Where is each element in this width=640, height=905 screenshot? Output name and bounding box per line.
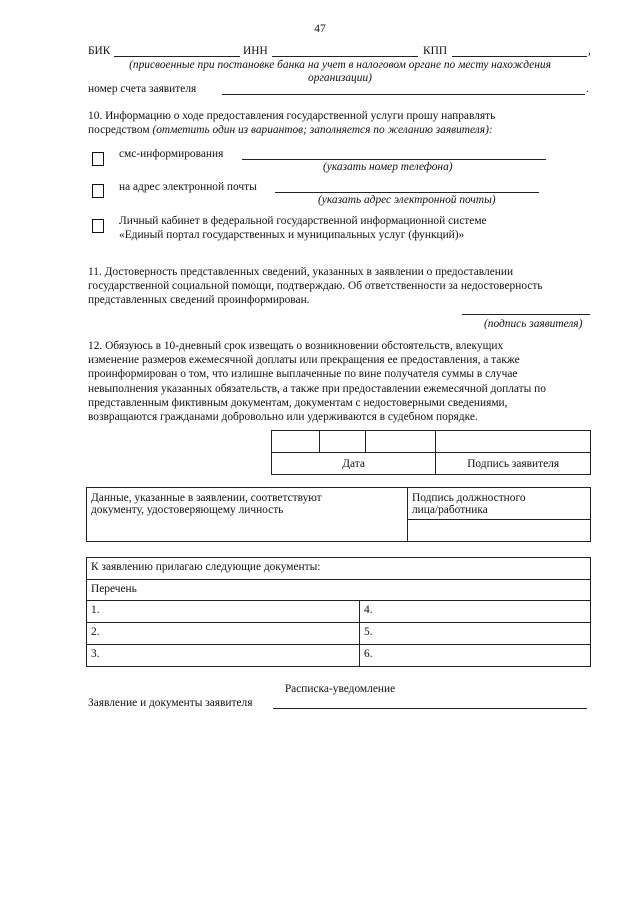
- sms-checkbox[interactable]: [92, 152, 104, 166]
- section12-line6: возвращаются гражданами добровольно или удерживаются в судебном порядке.: [88, 411, 478, 424]
- official-signature-line2: лица/работника: [412, 504, 488, 516]
- bank-note-line1: (присвоенные при постановке банка на учет в налоговом органе по месту нахождения: [129, 59, 551, 71]
- bik-field[interactable]: [114, 56, 240, 57]
- official-signature-label-cell: [408, 488, 591, 520]
- phone-field[interactable]: [242, 159, 546, 160]
- phone-hint: (указать номер телефона): [323, 161, 453, 173]
- date-year-cell[interactable]: [366, 431, 436, 453]
- section12-line3: проинформирован о том, что излишне выплаченные по вине получателя суммы в случае: [88, 368, 518, 381]
- official-signature-cell[interactable]: [408, 520, 591, 542]
- email-option-label: на адрес электронной почты: [119, 181, 257, 193]
- applicant-signature-cell[interactable]: [436, 431, 591, 453]
- section11-line1: 11. Достоверность представленных сведений, указанных в заявлении о предоставлении: [88, 266, 514, 278]
- document-item-6[interactable]: 6.: [360, 645, 591, 667]
- verification-statement-cell: [87, 488, 408, 542]
- documents-list-label: Перечень: [87, 580, 591, 601]
- document-item-4[interactable]: 4.: [360, 601, 591, 623]
- receipt-label: Заявление и документы заявителя: [88, 697, 253, 709]
- section11-line3: представленных сведений проинформирован.: [88, 294, 310, 306]
- document-item-1[interactable]: 1.: [87, 601, 360, 623]
- account-field[interactable]: [222, 94, 585, 95]
- kpp-field[interactable]: [452, 56, 587, 57]
- section10-line1: 10. Информацию о ходе предоставления государственной услуги прошу направлять: [88, 110, 496, 122]
- applicant-signature-label: Подпись заявителя: [436, 453, 591, 475]
- verification-line2: документу, удостоверяющему личность: [91, 504, 284, 516]
- receipt-field[interactable]: [273, 708, 587, 709]
- account-end: .: [586, 83, 589, 95]
- section11-line2: государственной социальной помощи, подтверждаю. Об ответственности за недостоверность: [88, 280, 543, 292]
- verification-table: [86, 487, 591, 542]
- date-signature-table: [271, 430, 591, 475]
- date-month-cell[interactable]: [319, 431, 366, 453]
- date-day-cell[interactable]: [272, 431, 320, 453]
- verification-line1: Данные, указанные в заявлении, соответствуют: [91, 492, 322, 504]
- email-field[interactable]: [275, 192, 539, 193]
- page-number: 47: [314, 23, 326, 35]
- email-hint: (указать адрес электронной почты): [318, 194, 496, 206]
- bik-label: БИК: [88, 45, 111, 57]
- email-checkbox[interactable]: [92, 184, 104, 198]
- section12-line5: представленным фиктивным документам, документам с недостоверными сведениями,: [88, 396, 508, 409]
- attached-documents-table: [86, 557, 591, 667]
- inn-field[interactable]: [272, 56, 418, 57]
- document-item-5[interactable]: 5.: [360, 623, 591, 645]
- kpp-label: КПП: [423, 45, 448, 57]
- section11-signature-field[interactable]: [462, 314, 590, 315]
- section12-block: [88, 339, 590, 424]
- official-signature-line1: Подпись должностного: [412, 492, 526, 504]
- section12-line4: невыполнения указанных обязательств, а также при предоставлении ежемесячной доплаты по: [88, 382, 546, 395]
- section12-line1: 12. Обязуюсь в 10-дневный срок извещать о возникновении обстоятельств, влекущих: [88, 340, 504, 352]
- section12-line2: изменение размеров ежемесячной доплаты или прекращения ее предоставления, а также: [88, 354, 520, 367]
- bank-note-line2: организации): [308, 72, 372, 84]
- bank-trailing-comma: ,: [588, 45, 591, 57]
- sms-option-label: смс-информирования: [119, 148, 224, 160]
- portal-checkbox[interactable]: [92, 219, 104, 233]
- account-label: номер счета заявителя: [88, 83, 197, 95]
- portal-option-line2: «Единый портал государственных и муниципальных услуг (функций)»: [119, 229, 465, 241]
- section11-signature-hint: (подпись заявителя): [484, 318, 583, 330]
- document-item-3[interactable]: 3.: [87, 645, 360, 667]
- receipt-title: Расписка-уведомление: [284, 683, 396, 695]
- section10-line2-text: посредством: [88, 124, 153, 136]
- documents-header: К заявлению прилагаю следующие документы:: [87, 558, 591, 580]
- section10-line2: [88, 124, 590, 136]
- portal-option-line1: Личный кабинет в федеральной государственной информационной системе: [119, 215, 487, 227]
- date-label: Дата: [272, 453, 436, 475]
- document-item-2[interactable]: 2.: [87, 623, 360, 645]
- section10-line2-note: (отметить один из вариантов; заполняется по желанию заявителя):: [152, 124, 493, 136]
- inn-label: ИНН: [243, 45, 268, 57]
